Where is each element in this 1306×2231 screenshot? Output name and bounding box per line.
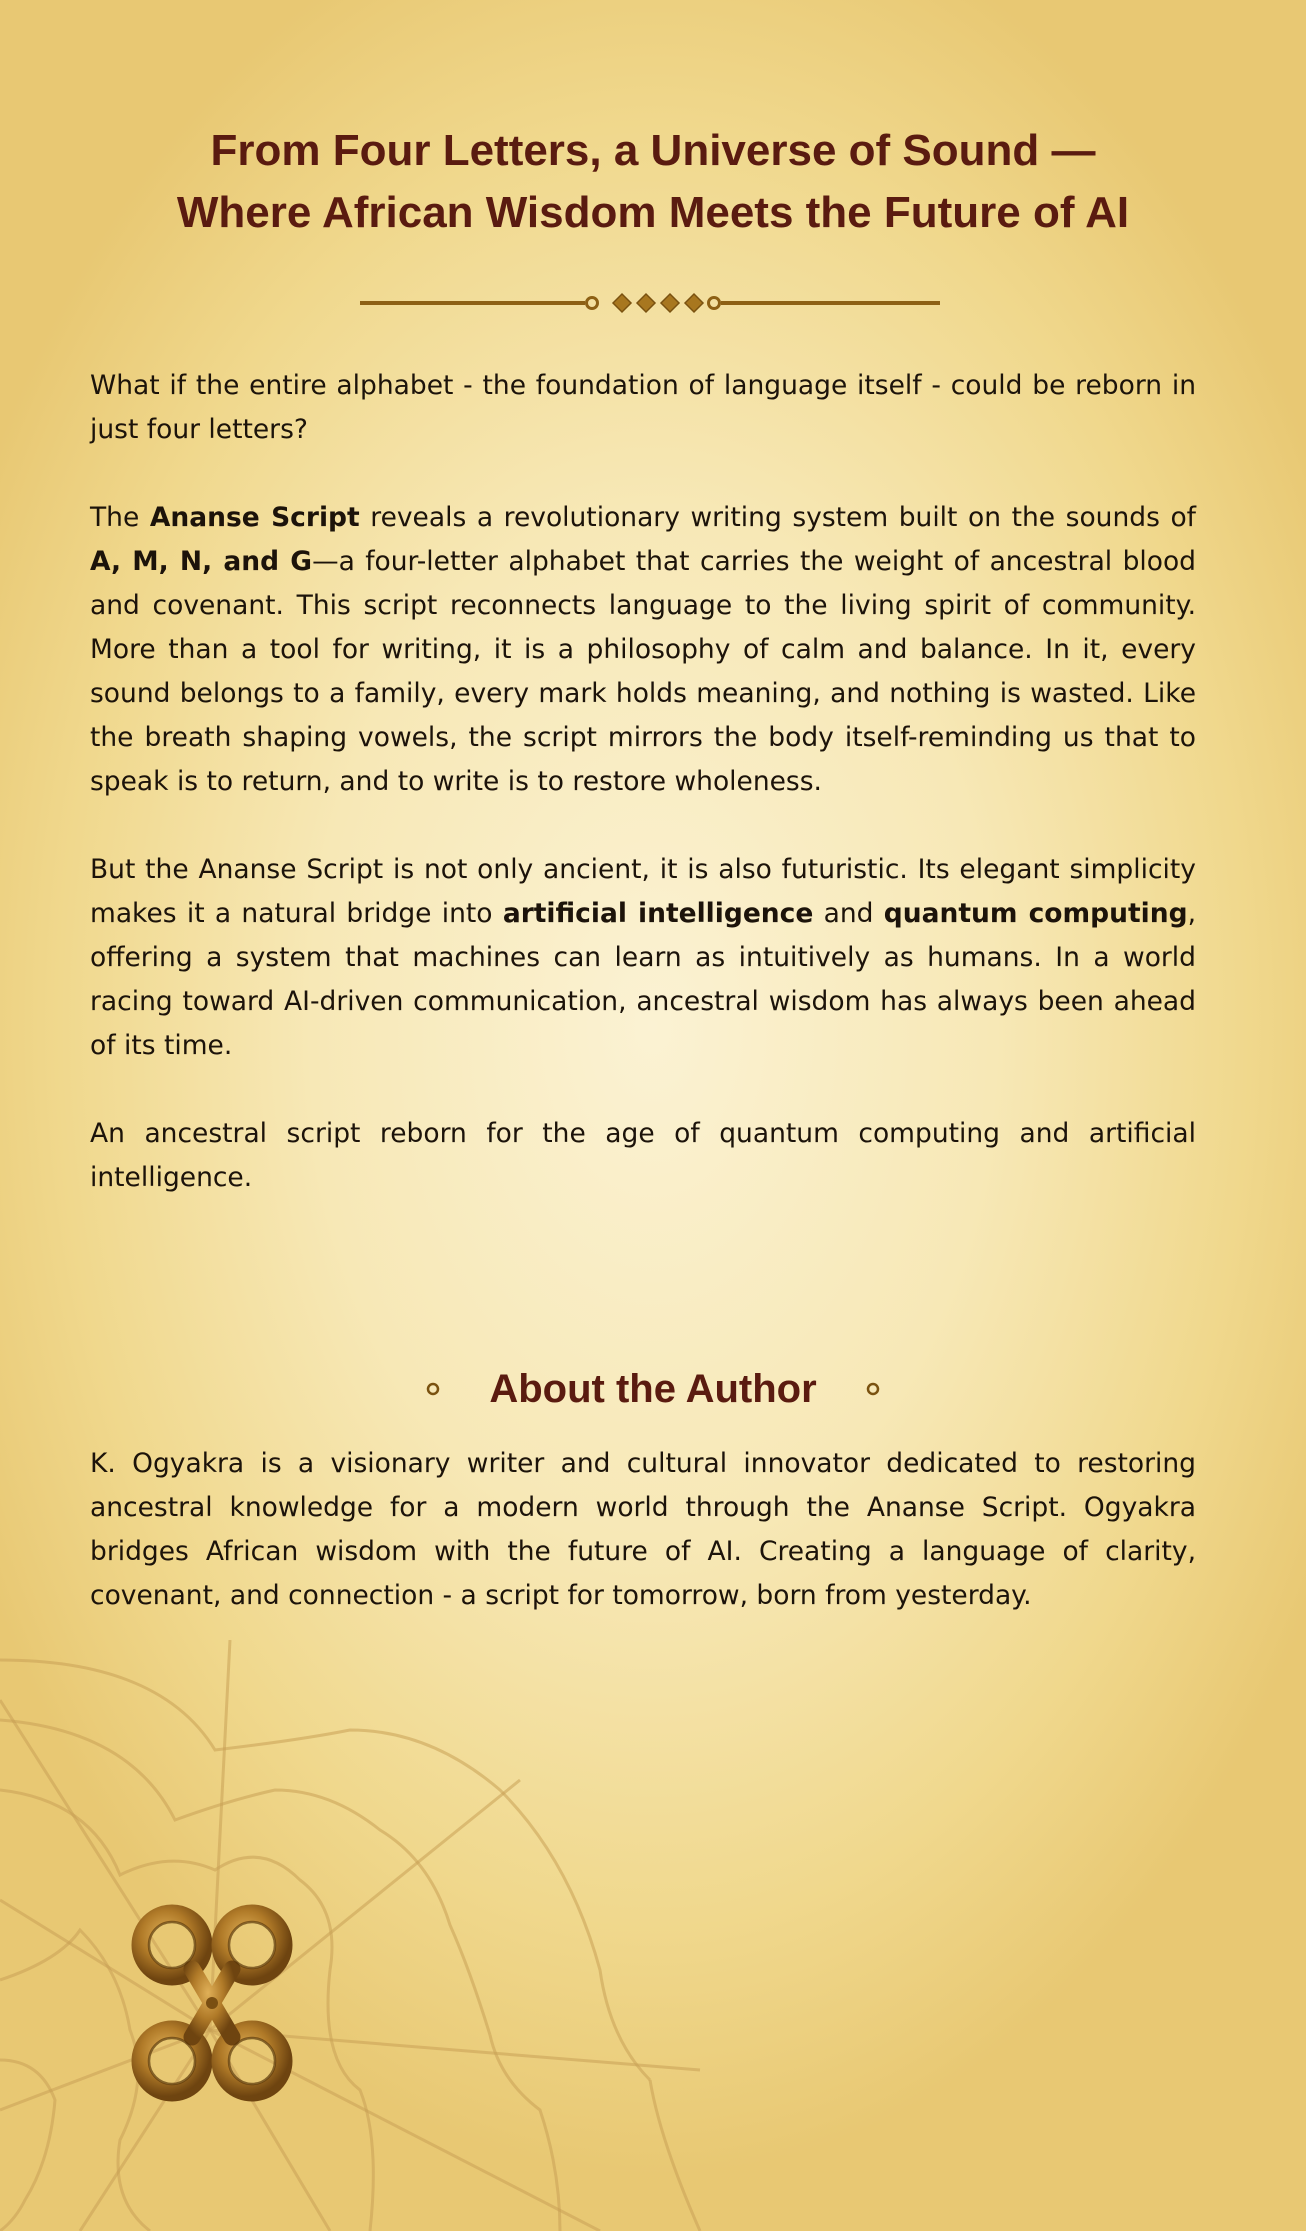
description — [90, 364, 1196, 1200]
term-ananse-script: Ananse Script — [149, 502, 360, 533]
ornament-line-icon — [205, 1374, 445, 1404]
intro-paragraph-3: But the Ananse Script is not only ancient, it is also futuristic. Its elegant simplicity makes it a natural bridge into artificial intelligence and quantum computing, offering a system that machines can learn as intuitively as humans. In a world racing toward AI-driven communication, ancestral wisdom has always been ahead of its time. — [90, 854, 1196, 1061]
about-heading-row — [205, 1358, 1101, 1420]
ananse-knot-emblem-icon — [128, 1895, 296, 2111]
page-title — [80, 120, 1226, 244]
about-heading: About the Author — [489, 1367, 817, 1411]
title-line-2: Where African Wisdom Meets the Future of AI — [176, 188, 1130, 237]
term-quantum: quantum computing — [883, 898, 1188, 929]
term-letters: A, M, N, and G — [90, 546, 313, 577]
author-bio: K. Ogyakra is a visionary writer and cultural innovator dedicated to restoring ancestral knowledge for a modern world through the Ananse Script. Ogyakra bridges African wisdom with the future of AI. Creating a language of clarity, covenant, and connection - a script for tomorrow, born from yesterday. — [90, 1448, 1196, 1611]
title-line-1: From Four Letters, a Universe of Sound — — [210, 126, 1096, 175]
term-ai: artificial intelligence — [502, 898, 814, 929]
ornament-divider-icon — [240, 286, 1066, 320]
intro-paragraph-1: What if the entire alphabet - the foundation of language itself - could be reborn in just four letters? — [90, 370, 1196, 445]
intro-paragraph-4: An ancestral script reborn for the age of quantum computing and artificial intelligence. — [90, 1118, 1196, 1193]
intro-paragraph-2: The Ananse Script reveals a revolutionary writing system built on the sounds of A, M, N, and G—a four-letter alphabet that carries the weight of ancestral blood and covenant. This script reconnects language to the living spirit of community. More than a tool for writing, it is a philosophy of calm and balance. In it, every sound belongs to a family, every mark holds meaning, and nothing is wasted. Like the breath shaping vowels, the script mirrors the body itself-reminding us that to speak is to return, and to write is to restore wholeness. — [90, 502, 1197, 797]
spider-web-icon — [0, 1640, 760, 2231]
ornament-line-icon — [861, 1374, 1101, 1404]
